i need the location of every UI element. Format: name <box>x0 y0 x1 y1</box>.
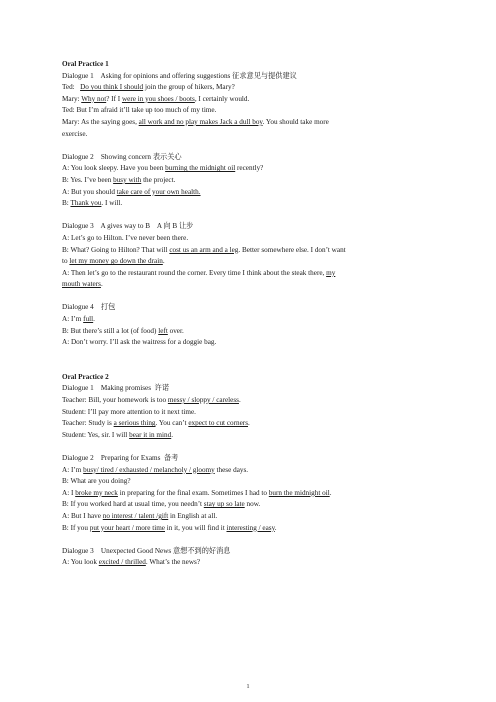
page-number: 1 <box>246 683 250 690</box>
dialogue-line-continuation: mouth waters. <box>62 280 103 289</box>
dialogue-heading: Dialogue 3 A gives way to B A 向 B 让步 <box>62 222 194 231</box>
dialogue-heading: Dialogue 1 Asking for opinions and offering suggestions 征求意见与提供建议 <box>62 71 297 80</box>
dialogue-line: Ted: But I’m afraid it’ll take up too much of my time. <box>62 106 217 115</box>
dialogue-line: A: Let’s go to Hilton. I’ve never been there. <box>62 233 189 242</box>
dialogue-line: B: Thank you. I will. <box>62 199 123 208</box>
dialogue-line: B: But there’s still a lot (of food) left over. <box>62 326 184 335</box>
dialogue-line: A: I’m busy/ tired / exhausted / melancholy / gloomy these days. <box>62 465 249 474</box>
dialogue-line: A: But I have no interest / talent /gift in English at all. <box>62 511 218 520</box>
dialogue-line: B: If you put your heart / more time in it, you will find it interesting / easy. <box>62 523 277 532</box>
document-body <box>62 59 434 569</box>
dialogue-heading: Dialogue 4 打包 <box>62 303 116 312</box>
dialogue-line: A: Don’t worry. I’ll ask the waitress for a doggie bag. <box>62 338 217 347</box>
dialogue-line: Student: Yes, sir. I will bear it in mind. <box>62 430 174 439</box>
dialogue-line: A: But you should take care of your own health. <box>62 187 201 196</box>
dialogue-line: Ted: Do you think I should join the group of hikers, Mary? <box>62 83 235 92</box>
dialogue-line-continuation: to let my money go down the drain. <box>62 257 165 266</box>
section-title: Oral Practice 1 <box>62 60 109 68</box>
dialogue-line: Teacher: Study is a serious thing. You can’t expect to cut corners. <box>62 419 250 428</box>
dialogue-line: Mary: As the saying goes, all work and no play makes Jack a dull boy. You should take more <box>62 117 329 126</box>
dialogue-line: A: You look sleepy. Have you been burning the midnight oil recently? <box>62 164 264 173</box>
section-title: Oral Practice 2 <box>62 372 109 381</box>
dialogue-heading: Dialogue 3 Unexpected Good News 意想不到的好消息 <box>62 546 231 555</box>
dialogue-heading: Dialogue 2 Showing concern 表示关心 <box>62 152 182 161</box>
dialogue-line: Teacher: Bill, your homework is too messy / sloppy / careless. <box>62 396 241 405</box>
dialogue-line: A: I broke my neck in preparing for the final exam. Sometimes I had to burn the midnight oil. <box>62 488 332 497</box>
dialogue-line-continuation: exercise. <box>62 129 88 138</box>
dialogue-heading: Dialogue 1 Making promises 许诺 <box>62 384 170 393</box>
dialogue-line: A: Then let’s go to the restaurant round the corner. Every time I think about the steak there, my <box>62 268 336 277</box>
dialogue-line: B: What are you doing? <box>62 477 131 486</box>
dialogue-line: Mary: Why not? If I were in you shoes / boots, I certainly would. <box>62 94 250 103</box>
dialogue-heading: Dialogue 2 Preparing for Exams 备考 <box>62 454 179 462</box>
dialogue-line: B: Yes. I’ve been busy with the project. <box>62 175 176 184</box>
dialogue-line: B: What? Going to Hilton? That will cost us an arm and a leg. Better somewhere else. I don’t want <box>62 245 346 254</box>
dialogue-line: Student: I’ll pay more attention to it next time. <box>62 407 196 416</box>
dialogue-line: A: I’m full. <box>62 315 95 324</box>
dialogue-line: B: If you worked hard at usual time, you needn’t stay up so late now. <box>62 500 261 509</box>
dialogue-line: A: You look excited / thrilled. What’s the news? <box>62 558 201 567</box>
